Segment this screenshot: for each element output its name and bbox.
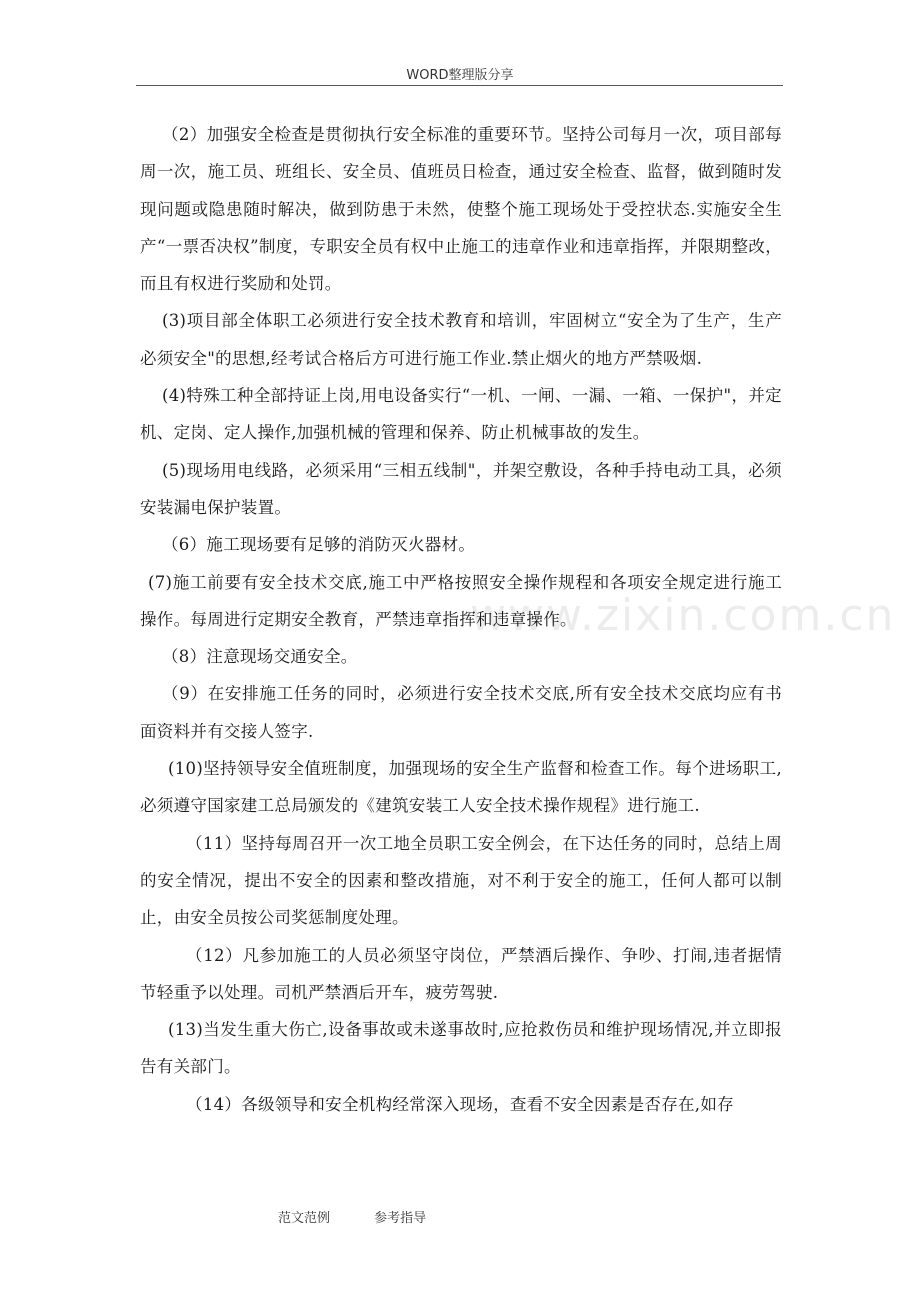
watermark: www.zixin.com.cn	[470, 590, 896, 641]
footer-right-text: 参考指导	[374, 1211, 427, 1226]
paragraph-2: （2）加强安全检查是贯彻执行安全标准的重要环节。坚持公司每月一次，项目部每周一次，施工员、班组长、安全员、值班员日检查，通过安全检查、监督，做到随时发现问题或隐患随时解决，做到防患于未然，使整个施工现场处于受控状态.实施安全生产“一票否决权”制度，专职安全员有权中止施工的违章作业和违章指挥，并限期整改，而且有权进行奖励和处罚。	[140, 125, 782, 294]
page-footer	[278, 1207, 466, 1226]
paragraph-14: （14）各级领导和安全机构经常深入现场，查看不安全因素是否存在,如存	[186, 1094, 734, 1114]
header-divider	[136, 85, 783, 86]
footer-left-text: 范文范例	[278, 1211, 331, 1226]
paragraph-4: (4)特殊工种全部持证上岗,用电设备实行“一机、一闸、一漏、一箱、一保护"，并定机、定岗、定人操作,加强机械的管理和保养、防止机械事故的发生。	[140, 386, 782, 443]
paragraph-12: （12）凡参加施工的人员必须坚守岗位，严禁酒后操作、争吵、打闹,违者据情节轻重予以处理。司机严禁酒后开车，疲劳驾驶.	[140, 945, 782, 1002]
paragraph-11: （11）坚持每周召开一次工地全员职工安全例会，在下达任务的同时，总结上周的安全情况，提出不安全的因素和整改措施，对不利于安全的施工，任何人都可以制止，由安全员按公司奖惩制度处理。	[140, 833, 782, 928]
paragraph-7: (7)施工前要有安全技术交底,施工中严格按照安全操作规程和各项安全规定进行施工操作。每周进行定期安全教育，严禁违章指挥和违章操作。	[140, 572, 782, 629]
paragraph-3: (3)项目部全体职工必须进行安全技术教育和培训，牢固树立“安全为了生产，生产必须安全"的思想,经考试合格后方可进行施工作业.禁止烟火的地方严禁吸烟.	[140, 311, 782, 368]
paragraph-8: （8）注意现场交通安全。	[162, 647, 358, 667]
paragraph-10: (10)坚持领导安全值班制度，加强现场的安全生产监督和检查工作。每个进场职工,必须遵守国家建工总局颁发的《建筑安装工人安全技术操作规程》进行施工.	[140, 759, 782, 816]
paragraph-13: (13)当发生重大伤亡,设备事故或未遂事故时,应抢救伤员和维护现场情况,并立即报告有关部门。	[140, 1020, 782, 1077]
paragraph-9: （9）在安排施工任务的同时，必须进行安全技术交底,所有安全技术交底均应有书面资料并有交接人签字.	[140, 684, 782, 741]
paragraph-6: （6）施工现场要有足够的消防灭火器材。	[162, 535, 476, 555]
paragraph-5: (5)现场用电线路，必须采用“三相五线制"，并架空敷设，各种手持电动工具，必须安装漏电保护装置。	[140, 460, 782, 517]
document-body	[140, 116, 782, 1123]
page-header: WORD整理版分享	[406, 68, 514, 83]
